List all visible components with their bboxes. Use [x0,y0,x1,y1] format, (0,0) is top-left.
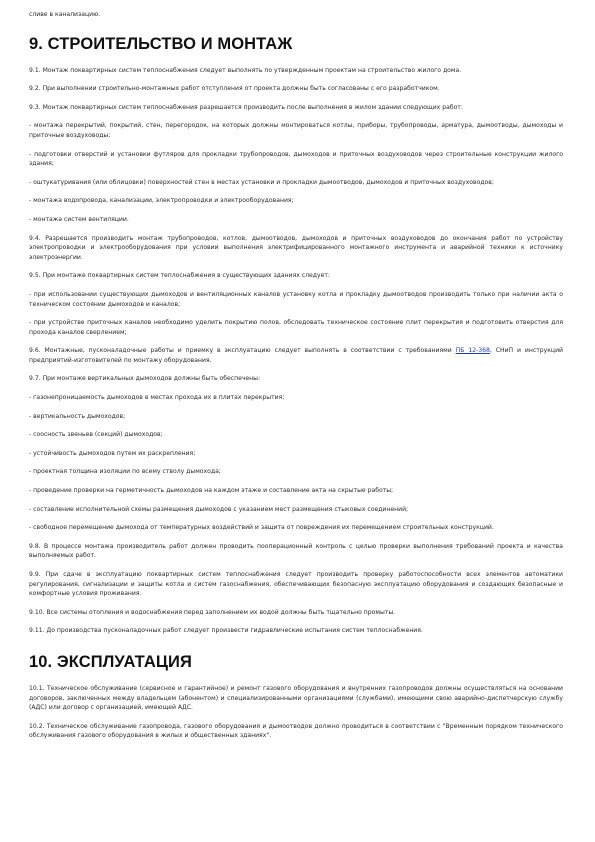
paragraph-9-1: 9.1. Монтаж поквартирных систем теплоснабжения следует выполнять по утвержденным проектам на строительство жилого дома. [29,66,462,74]
list-item-9-7-c: - соосность звеньев (секций) дымоходов; [29,431,163,439]
list-item-9-7-b: - вертикальность дымоходов; [29,412,126,420]
list-item-9-3-a: - монтажа перекрытий, покрытий, стен, перегородок, на которых должны монтироваться котлы, приборы, трубопроводы, арматура, дымоотводы, дымоходы и приточные воздуховоды; [29,122,563,139]
section-9-heading: 9. СТРОИТЕЛЬСТВО И МОНТАЖ [29,34,293,53]
paragraph-9-11: 9.11. До производства пусконаладочных работ следует произвести гидравлические испытания систем теплоснабжения. [29,627,423,635]
paragraph-9-10: 9.10. Все системы отопления и водоснабжения перед заполнением их водой должны быть тщательно промыты. [29,608,396,616]
list-item-9-7-d: - устойчивость дымоходов путем их раскрепления; [29,449,196,457]
paragraph-9-8: 9.8. В процессе монтажа производитель работ должен проводить пооперационный контроль с целью проверки выполнения требований проекта и качества выполняемых работ. [29,542,563,560]
paragraph-9-7: 9.7. При монтаже вертикальных дымоходов должны быть обеспечены: [29,375,261,383]
list-item-9-5-a: - при использовании существующих дымоходов и вентиляционных каналов установку котла и прокладку дымоотводов производить только при наличии акта о техническом состоянии дымоходов и каналов; [29,290,563,308]
pb-12-368-link[interactable]: ПБ 12-368 [455,347,490,355]
paragraph-9-6 [29,346,563,365]
list-item-9-7-e: - проектная толщина изоляции по всему стволу дымохода; [29,468,221,476]
list-item-9-7-g: - составление исполнительной схемы размещения дымоходов с указанием мест размещения стыковых соединений; [29,505,409,513]
list-item-9-3-b: - подготовки отверстий и установки футляров для прокладки трубопроводов, дымоходов и приточных воздуховодов через строительные конструкции жилого здания; [29,150,563,168]
paragraph-10-1: 10.1. Техническое обслуживание (сервисное и гарантийное) и ремонт газового оборудования и внутренних газопроводов должны осуществляться на основании договоров, заключенных между владельцем (абонентом) и специализированными организациями (службами), имеющими свою аварийно-диспетчерскую службу (АДС) или договор с организацией, имеющей АДС. [29,684,563,712]
paragraph-9-4: 9.4. Разрешается производить монтаж трубопроводов, котлов, дымоотводов, дымоходов и приточных воздуховодов до окончания работ по устройству электропроводки и электрооборудования при условии выполнения электрифицированного монтажного инструмента и аварийной техники к источнику электроэнергии. [29,234,563,261]
paragraph-9-2: 9.2. При выполнении строительно-монтажных работ отступления от проекта должны быть согласованы с его разработчиком. [29,85,440,93]
paragraph-9-6-text-after: , СНиП и инструкций предприятий-изготовителей по монтажу оборудования. [29,347,563,364]
paragraph-9-3: 9.3. Монтаж поквартирных систем теплоснабжения разрешается производить после выполнения в жилом здании следующих работ: [29,103,463,111]
list-item-9-3-c: - оштукатуривания (или облицовки) поверхностей стен в местах установки и прокладки дымоотводов, дымоходов и приточных воздуховодов; [29,178,494,186]
list-item-9-7-h: - свободное перемещение дымохода от температурных воздействий и защита от повреждения их перемещением строительных конструкций. [29,524,494,532]
list-item-9-7-a: - газонепроницаемость дымоходов в местах прохода их в плитах перекрытия; [29,394,285,402]
paragraph-9-5: 9.5. При монтаже поквартирных систем теплоснабжения в существующих зданиях следует: [29,272,330,280]
list-item-9-7-f: - проведение проверки на герметичность дымоходов на каждом этаже и составление акта на скрытые работы; [29,487,394,495]
paragraph-9-6-text-before: 9.6. Монтажные, пусконаладочные работы и приемку в эксплуатацию следует выполнять в соответствии с требованиями [29,347,456,355]
lead-fragment: сливе в канализацию. [29,11,101,18]
section-10-heading: 10. ЭКСПЛУАТАЦИЯ [29,652,192,671]
list-item-9-3-e: - монтажа систем вентиляции. [29,215,129,223]
list-item-9-5-b: - при устройстве приточных каналов необходимо уделить покрытию полов, обследовать техническое состояние плит перекрытия и подготовить отверстия для прохода каналов сверлением; [29,319,563,336]
paragraph-9-9: 9.9. При сдаче в эксплуатацию поквартирных систем теплоснабжения следует производить проверку работоспособности всех элементов автоматики регулирования, сигнализации и защиты котла и систем газоснабжения, обеспечивающих безопасную эксплуатацию оборудования и создающих безопасные и комфортные условия проживания. [29,571,563,598]
document-page [29,10,563,741]
list-item-9-3-d: - монтажа водопровода, канализации, электропроводки и электрооборудования; [29,197,294,205]
paragraph-10-2: 10.2. Техническое обслуживание газопровода, газового оборудования и дымоотводов должно проводиться в соответствии с "Временным порядком технического обслуживания газового оборудования в жилых и общественных зданиях". [29,722,563,740]
